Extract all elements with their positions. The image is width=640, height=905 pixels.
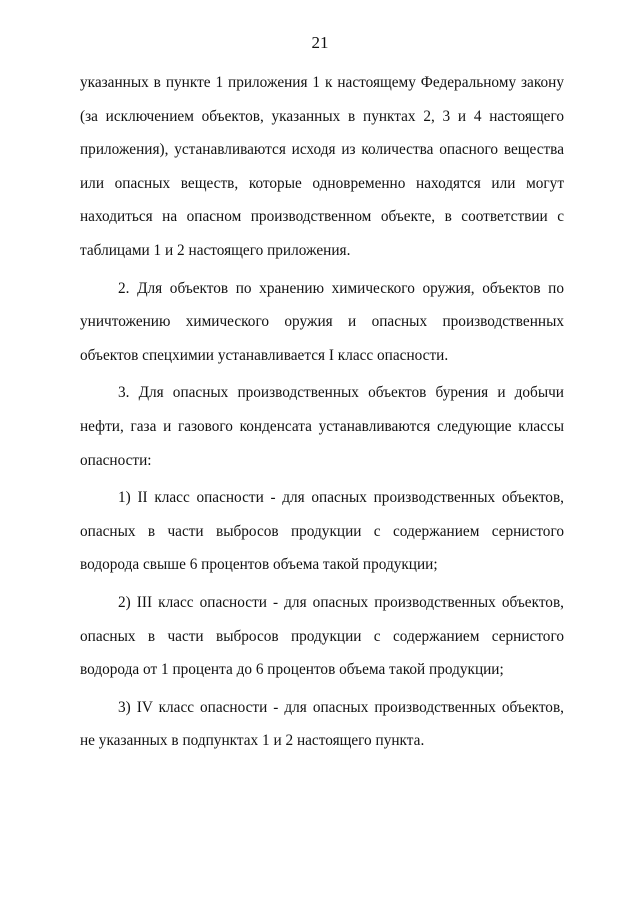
page-number: 21 [311,33,329,52]
paragraph-continuation: указанных в пункте 1 приложения 1 к настоящему Федеральному закону (за исключением объектов, указанных в пунктах 2, 3 и 4 настоящего приложения), устанавливаются исходя из количества опасного вещества или опасных веществ, которые одновременно находятся или могут находиться на опасном производственном объекте, в соответствии с таблицами 1 и 2 настоящего приложения. [80,74,564,259]
paragraph-item-3: 3. Для опасных производственных объектов бурения и добычи нефти, газа и газового конденсата устанавливаются следующие классы опасности: [80,384,564,469]
subitem-1: 1) II класс опасности - для опасных производственных объектов, опасных в части выбросов продукции с содержанием сернистого водорода свыше 6 процентов объема такой продукции; [80,489,564,574]
subitem-2: 2) III класс опасности - для опасных производственных объектов, опасных в части выбросов продукции с содержанием сернистого водорода от 1 процента до 6 процентов объема такой продукции; [80,593,564,679]
paragraph-item-2: 2. Для объектов по хранению химического оружия, объектов по уничтожению химического оружия и опасных производственных объектов спецхимии устанавливается I класс опасности. [80,279,564,364]
subitem-3: 3) IV класс опасности - для опасных производственных объектов, не указанных в подпунктах 1 и 2 настоящего пункта. [80,698,564,750]
document-body [80,66,564,758]
